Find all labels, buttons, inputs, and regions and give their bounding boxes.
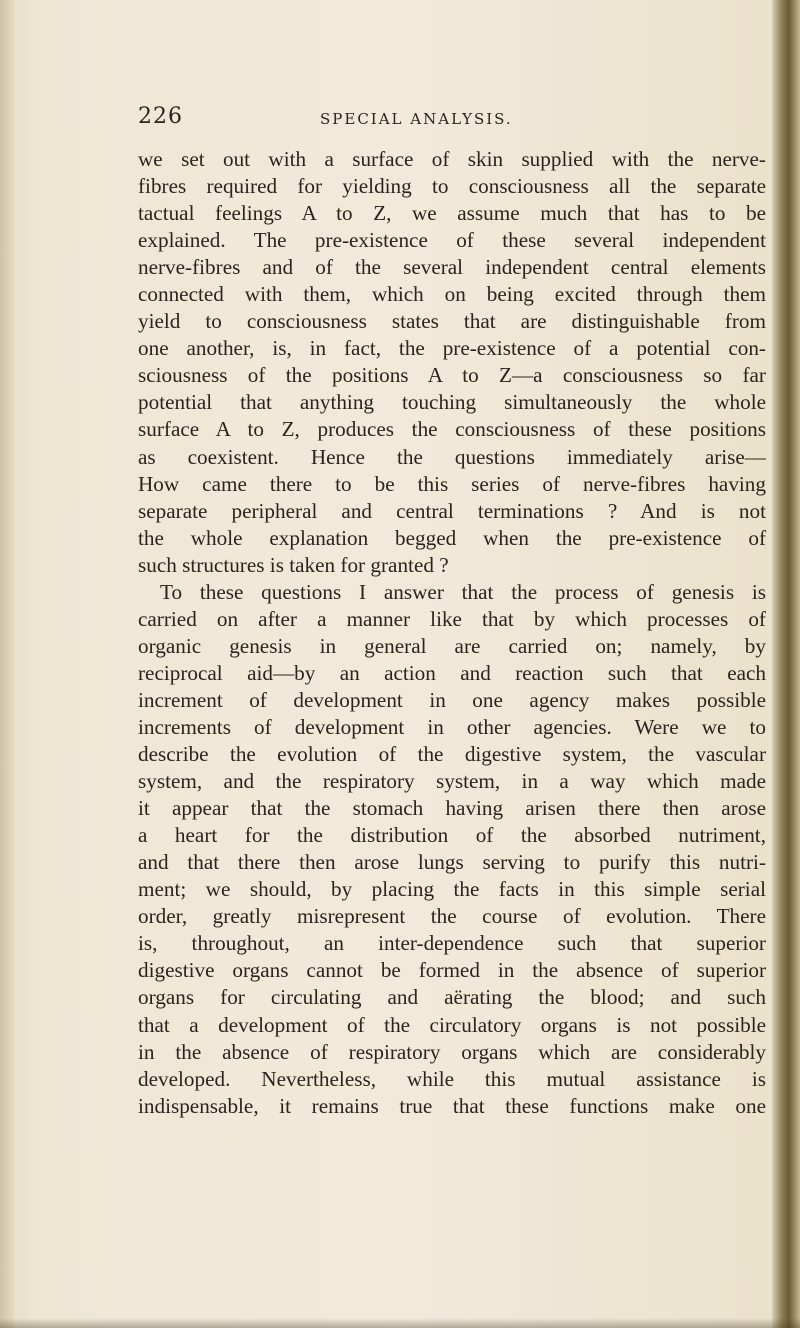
text-line: such structures is taken for granted ? bbox=[138, 552, 449, 577]
text-line: carried on after a manner like that by which processes of bbox=[138, 606, 766, 631]
text-line: surface A to Z, produces the consciousness of these positions bbox=[138, 417, 766, 442]
text-line: ment; we should, by placing the facts in this simple serial bbox=[138, 877, 766, 902]
text-line: organs for circulating and aërating the blood; and such bbox=[138, 985, 766, 1010]
text-line: increments of development in other agencies. Were we to bbox=[138, 714, 766, 739]
text-line: developed. Nevertheless, while this mutual assistance is bbox=[138, 1066, 766, 1091]
text-line: sciousness of the positions A to Z—a consciousness so far bbox=[138, 363, 766, 388]
text-line: potential that anything touching simultaneously the whole bbox=[138, 390, 766, 415]
text-line: organic genesis in general are carried on; namely, by bbox=[138, 633, 766, 658]
text-line: yield to consciousness states that are distinguishable from bbox=[138, 309, 766, 334]
text-line: is, throughout, an inter-dependence such that superior bbox=[138, 931, 766, 956]
text-line: and that there then arose lungs serving to purify this nutri- bbox=[138, 850, 766, 875]
text-line: describe the evolution of the digestive system, the vascular bbox=[138, 742, 766, 767]
text-line: reciprocal aid—by an action and reaction such that each bbox=[138, 660, 766, 685]
text-line: nerve-fibres and of the several independent central elements bbox=[138, 255, 766, 280]
text-line: connected with them, which on being excited through them bbox=[138, 282, 766, 307]
text-line: a heart for the distribution of the absorbed nutriment, bbox=[138, 823, 766, 848]
text-line: tactual feelings A to Z, we assume much that has to be bbox=[138, 201, 766, 226]
text-line: in the absence of respiratory organs which are considerably bbox=[138, 1039, 766, 1064]
text-line: fibres required for yielding to consciousness all the separate bbox=[138, 174, 766, 199]
text-line: system, and the respiratory system, in a way which made bbox=[138, 769, 766, 794]
text-line: To these questions I answer that the process of genesis is bbox=[160, 579, 766, 604]
text-line: increment of development in one agency makes possible bbox=[138, 687, 766, 712]
text-line: as coexistent. Hence the questions immediately arise— bbox=[138, 444, 766, 469]
text-line: the whole explanation begged when the pre-existence of bbox=[138, 525, 766, 550]
text-line: we set out with a surface of skin supplied with the nerve- bbox=[138, 147, 766, 171]
text-line: indispensable, it remains true that these functions make one bbox=[138, 1093, 766, 1118]
body-text bbox=[138, 146, 778, 1120]
text-line: explained. The pre-existence of these several independent bbox=[138, 228, 766, 253]
text-line: digestive organs cannot be formed in the absence of superior bbox=[138, 958, 766, 983]
text-line: How came there to be this series of nerve-fibres having bbox=[138, 471, 766, 496]
text-line: separate peripheral and central terminations ? And is not bbox=[138, 498, 766, 523]
text-line: it appear that the stomach having arisen there then arose bbox=[138, 796, 766, 821]
page-gutter-shadow bbox=[0, 0, 14, 1328]
text-line: order, greatly misrepresent the course of evolution. There bbox=[138, 904, 766, 929]
running-head: SPECIAL ANALYSIS. bbox=[320, 110, 513, 128]
text-line: one another, is, in fact, the pre-existence of a potential con- bbox=[138, 336, 766, 361]
page-bottom-shadow bbox=[0, 1318, 800, 1328]
text-line: that a development of the circulatory organs is not possible bbox=[138, 1012, 766, 1037]
page-number: 226 bbox=[138, 104, 183, 129]
